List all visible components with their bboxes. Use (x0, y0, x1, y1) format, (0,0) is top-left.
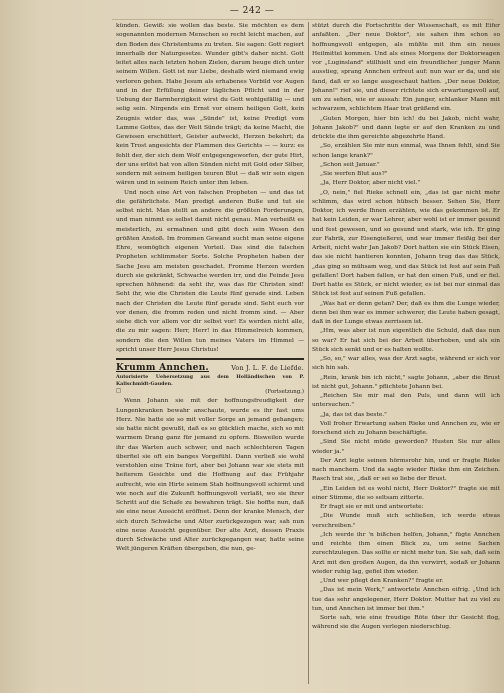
left-paragraph: künden. Gewiß: sie wollen das beste. Sie möchten es dem sogenannten modernen Menschen so recht leicht machen, auf den Boden des Christentums zu treten. Sie sagen: Gott regiert innerhalb der Naturgesetze. Wunder gibt's daher nicht. Gott leitet alles nach letzten hohen Zielen, darum beuge dich unter seinem Willen. Gott ist nur Liebe, deshalb wird niemand ewig verloren gehen. Habe Jesum als erhabenes Vorbild vor Augen und in der Erfüllung deiner täglichen Pflicht und in der Uebung der Barmherzigkeit wirst du Gott wohlgefällig — und selig sein. Nirgends ein Ernst vor einem heiligen Gott, kein Zeugnis wider das, was „Sünde" ist, keine Predigt vom Lamme Gottes, das der Welt Sünde trägt; da keine Macht, die Gewissen erschüttert, Geister aufweckt, Herzen bekehrt; da kein Trost angesichts der Flammen des Gerichts — — kurz: es fehlt der, der sich dem Wolf entgegengeworfen, der gute Hirt, der uns erlöst hat von allen Sünden nicht mit Gold oder Silber, sondern mit seinem heiligen teuren Blut — daß wir sein eigen wären und in seinem Reich unter ihm leben. (116, 23, 304, 187)
column-rule (308, 22, 309, 684)
story-paragraph: „Sind Sie nicht müde geworden? Husten Sie nur alles wieder ja." (312, 439, 500, 455)
story-paragraph: „Das ist mein Werk," antwortete Annchen eifrig. „Und ich tue das sehr angelegener, Herr Doktor. Mutter hat zu viel zu tun, und Annchen ist immer bei ihm." (312, 587, 500, 612)
story-paragraph: „Ich werde ihr 'n bißchen helfen, Johann," fügte Annchen und reichte ihm einen Blick zu, um seine Sachen zurechtzulegen. Das sollte er nicht mehr tun. Sie sah, daß sein Arzt mit den großen Augen, da ihn verwirrt, sodaß er Johann wieder ruhig lag, gefiel ihm wieder. (312, 531, 500, 575)
story-paragraph: „Ein Leiden ist es wohl nicht, Herr Doktor?" fragte sie mit einer Stimme, die so seltsam zitterte. (312, 485, 500, 501)
article-subtitle: Autorisierte Uebersetzung aus dem Holländischen von P. Kalischmidt-Gauden. (116, 374, 304, 387)
story-paragraph: „Rein, krank bin ich nicht," sagte Johann, „aber die Brust ist nicht gut, Johann." pflichtete Johann bei. (312, 374, 500, 390)
story-paragraph: „O, nein," fiel Rieke schnell ein, „das ist gar nicht mehr schlimm, das wird schon hübsch besser. Sehen Sie, Herr Doktor, ich werde Ihnen erzählen, wie das gekommen ist. Er hat kein Leiden, er war Lehrer, aber wohl ist er immer gesund und fest gewesen, und so gesund und stark, wie ich. Er ging zur Fabrik, zur Eisengießerei, und war immer fleißig bei der Arbeit, nicht wahr Jan Jakob? Dort hatten sie ein Stück Eisen, das sie nicht hantieren konnten, Johann trug das das Stück, „das ging so mühsam weg, und das Stück ist fest auf sein Fuß gefallen! Dort haben fallen, er hat den einen Fuß, und er fiel. Dort hatte es Stück, er nicht wieder, es ist bei nur einmal das Stück ist fest auf seinen Fuß gefallen. (312, 189, 500, 298)
article-title: Krumm Annchen. (116, 363, 209, 373)
story-paragraph: „Reichen Sie mir mal den Puls, und dann will ich untersuchen." (312, 393, 500, 409)
page-number: — 242 — (229, 6, 275, 16)
story-paragraph: Wenn Johann sie mit der hoffnungsfreudigkeit der Lungenkranken bewahr anschaute, wurde es ihr fast ums Herz. Nie hatte sie so mit voller Sorge an jemand gehangen; sie hatte nicht gewußt, daß es so glücklich mache, sich so mit warmem Drang ganz für jemand zu opfern. Bisweilen wurde ihr das Warten auch schwer, und nach schlechteren Tagen überfiel sie oft ein banges Vorgefühl. Dann verließ sie wohl verstohlen eine Träne fort, aber bei Johann war sie stets mit heiterem Gesichte und die Hoffnung auf das Frühjahr aufrecht, wie ein Hirte seinem Stab hoffnungsvoll schirmt und wie noch auf die Zukunft hoffnungsvoll verlaßt, wo sie ihrer Schritt auf die Schafe zu bewahren trägt. Sie hoffte nun, daß sie eine neue Aussicht eröffnet. Denn der kranke Mensch, der sich durch Schwäche und Alter zurückgezogen war, sah nun eine neue Aussicht gegenüber. Der alte Arzt, dessen Praxis durch Schwäche und Alter zurückgegangen war, hatte seine Welt jüngeren Kräften übergeben, die nun, ge- (116, 398, 304, 553)
continued-label: (Fortsetzung.) (265, 389, 304, 395)
story-paragraph: „Ja, Herr Doktor, aber nicht viel." (320, 180, 421, 187)
story-paragraph: „Die Wunde muß sich schließen, ich werde etwas verschreiben." (312, 513, 500, 529)
story-paragraph: Voll froher Erwartung sahen Rieke und Annchen zu, wie er forschend sich zu Johann beschäftigte. (312, 420, 500, 436)
article-header (116, 363, 304, 374)
story-paragraph: „So, erzählen Sie mir nun einmal, was Ihnen fehlt, sind Sie schon lange krank?" (312, 143, 500, 159)
article-meta-row (116, 388, 304, 397)
box-marker-icon: □ (116, 388, 122, 394)
top-rule (112, 19, 494, 20)
story-paragraph: Sorte sah, wie eine freudige Röte über ihr Gesicht flog, während sie die Augen verlegen niederschlug. (312, 615, 500, 631)
article-divider (116, 358, 304, 360)
left-column (116, 22, 304, 682)
story-paragraph: „So, so," war alles, was der Arzt sagte, während er sich vor sich hin sah. (312, 356, 500, 372)
story-paragraph: „Sie werfen Blut aus?" (320, 171, 388, 177)
story-paragraph: „Ja, das ist das beste." (320, 411, 387, 418)
story-paragraph: Er fragt sie er mit und antwortete: (320, 504, 424, 510)
left-paragraph: Und noch eine Art von falschen Propheten — und das ist die gefährlichste. Man predigt anderen Buße und tut sie selbst nicht. Man stellt an andere die größten Forderungen, und man nimmt es selbst damit nicht genau. Man verheißt es meisterlich, zu ermahnen und gibt doch sein Wesen den größten Anstoß. Im frommen Gewand sucht man seine eigene Ehre, womöglich eigenen Vorteil. Das sind die falschen Propheten schlimmster Sorte. Solche Propheten haben der Sache Jesu am meisten geschadet. Fromme Herzen werden durch sie gekränkt, Schwache werden irr, und die Feinde Jesu sprechen höhnend: da seht ihr, was das für Christen sind! Seht ihr, wie die Christen die Leute fünf gerade sind. Leben nach der Christen die Leute fünf gerade sind. Seht euch vor vor denen, die fromm reden und nicht fromm sind. — Aber siehe dich vor allem vor dir selbst vor! Es werden nicht alle, die zu mir sagen: Herr, Herr! in das Himmelreich kommen, sondern die den Willen tun meines Vaters im Himmel — spricht unser Herr Jesus Christus! (116, 189, 304, 353)
story-paragraph: „Hm, was aber ist nun eigentlich die Schuld, daß das nun so war? Er hat sich bei der Arbeit überhoben, und als ein Stück sich senkt und er es halten wollte. (312, 328, 500, 353)
story-paragraph: „Was hat er denn getan? Der, daß es ihm die Lunge wieder, denn bei ihm war es immer schwerer, die Leute haben gesagt, daß in der Lunge etwas zerrissen ist. (312, 300, 500, 325)
story-paragraph: Der Arzt legte seinen hörmsrohr hin, und er fragte Rieke nach manchem. Und da sagte wieder Rieke ihm ein Zeichen. Rasch trat sie, „daß er sei so liebe der Brust. (312, 457, 500, 483)
story-paragraph: stützt durch die Fortschritte der Wissenschaft, es mit Eifer anfaßten. „Der neue Doktor", sie sahen ihm schon so hoffnungsvoll entgegen, als müßte mit ihm ein neues Heilmittel kommen. Und als eines Morgens der Doktorwagen vor „Luginsland" stillhielt und ein freundlicher junger Mann ausstieg, sprang Annchen erfreut auf: nun war er da, und sie fand, daß er so lange ausgeschaut hatten. „Der neue Doktor, Johann!" rief sie, und dieser richtete sich erwartungsvoll auf, um zu sehen, wie er aussah: Ein junger, schlanker Mann mit schwarzem, schlichtem Haar trat grüßend ein. (312, 23, 500, 113)
story-paragraph: „Schon seit Januar." (320, 161, 380, 168)
right-column (312, 22, 500, 682)
story-paragraph: „Guten Morgen, hier bin ich! du bei Jakob, nicht wahr, Johann Jakob?" und dann legte er auf den Kranken zu und drückte die ihm gereichte abgezehrte Hand. (312, 115, 500, 140)
story-paragraph: „Und wer pflegt den Kranken?" fragte er. (320, 578, 444, 584)
article-author: Von J. L. F. de Liefde. (231, 364, 304, 372)
